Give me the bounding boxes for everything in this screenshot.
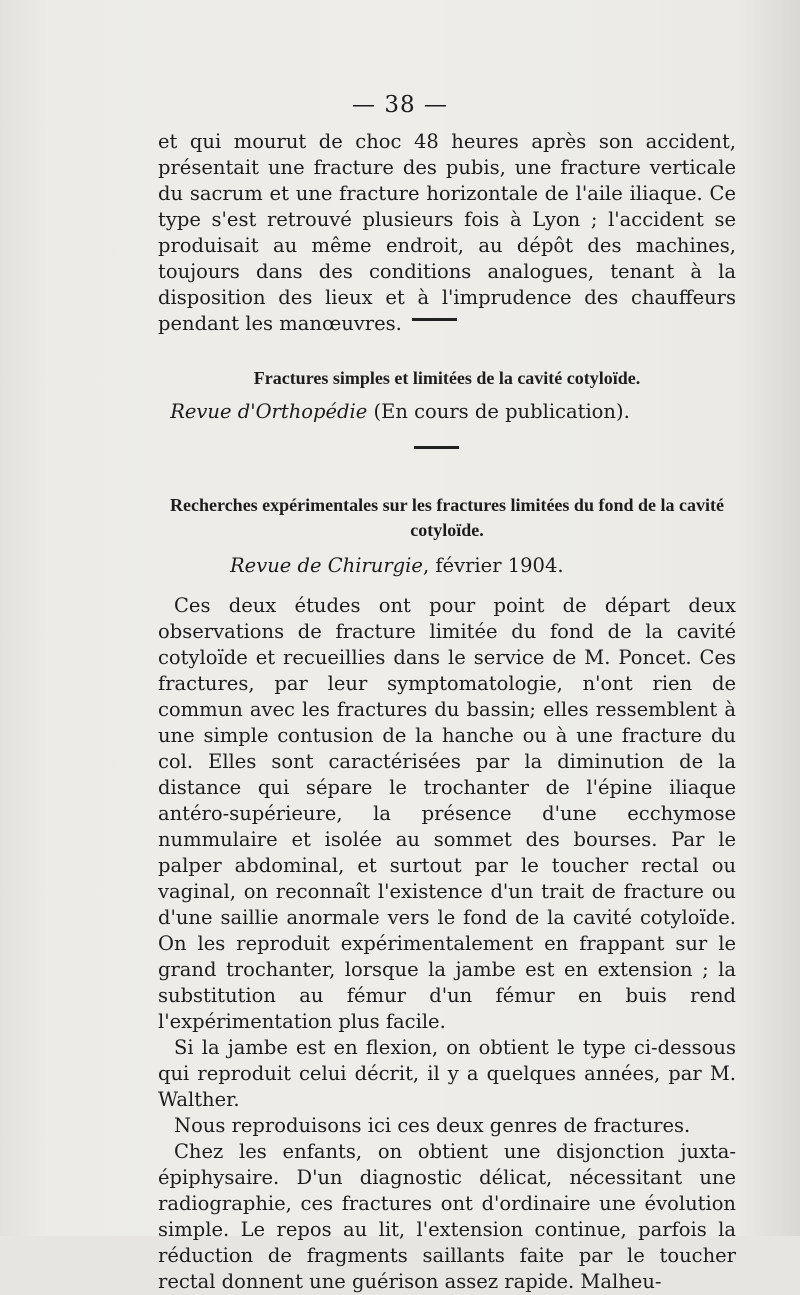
section1-journal-detail: (En cours de publication). — [367, 400, 630, 423]
section1-reference — [0, 400, 800, 423]
body-paragraph-1: Ces deux études ont pour point de départ deux observations de fracture limitée du fond de la cavité cotyloïde et recueillies dans le service de M. Poncet. Ces fractures, par leur symptomatologie, n'ont rien de commun avec les fractures du bassin; elles ressemblent à une simple contusion de la hanche ou à une fracture du col. Elles sont caractérisées par la diminution de la distance qui sépare le trochanter de l'épine iliaque antéro-supérieure, la présence d'une ecchymose nummulaire et isolée au sommet des bourses. Par le palper abdominal, et surtout par le toucher rectal ou vaginal, on reconnaît l'existence d'un trait de fracture ou d'une saillie anormale vers le fond de la cavité cotyloïde. On les reproduit expérimentalement en frappant sur le grand trochanter, lorsque la jambe est en extension ; la substitution au fémur d'un fémur en buis rend l'expérimentation plus facile. — [158, 594, 736, 1033]
intro-paragraph-text: et qui mourut de choc 48 heures après son accident, présentait une fracture des pubis, une fracture verticale du sacrum et une fracture horizontale de l'aile iliaque. Ce type s'est retrouvé plusieurs fois à Lyon ; l'accident se produisait au même endroit, au dépôt des machines, toujours dans des conditions analogues, tenant à la disposition des lieux et à l'imprudence des chauffeurs pendant les manœuvres. — [158, 130, 736, 335]
intro-paragraph — [158, 129, 736, 337]
section-divider-2 — [414, 446, 459, 449]
page-number: — 38 — — [352, 92, 448, 118]
body-paragraph-3: Nous reproduisons ici ces deux genres de fractures. — [174, 1114, 691, 1137]
section2-journal-name: Revue de Chirurgie — [230, 554, 423, 577]
section2-reference — [230, 554, 564, 577]
body-paragraph-4: Chez les enfants, on obtient une disjonction juxta-épiphysaire. D'un diagnostic délicat, nécessitant une radiographie, ces fractures ont d'ordinaire une évolution simple. Le repos au lit, l'extension continue, parfois la réduction de fragments saillants faite par le toucher rectal donnent une guérison assez rapide. Malheu- — [158, 1140, 736, 1293]
section1-title: Fractures simples et limitées de la cavité cotyloïde. — [253, 368, 641, 388]
body-text — [158, 593, 736, 1295]
section2-title: Recherches expérimentales sur les fractures limitées du fond de la cavité cotyloïde. — [170, 495, 724, 540]
section1-journal-name: Revue d'Orthopédie — [170, 400, 368, 423]
body-paragraph-2: Si la jambe est en flexion, on obtient le type ci-dessous qui reproduit celui décrit, il y a quelques années, par M. Walther. — [158, 1036, 736, 1111]
section2-journal-detail: , février 1904. — [422, 554, 564, 577]
section-divider-1 — [412, 318, 457, 321]
